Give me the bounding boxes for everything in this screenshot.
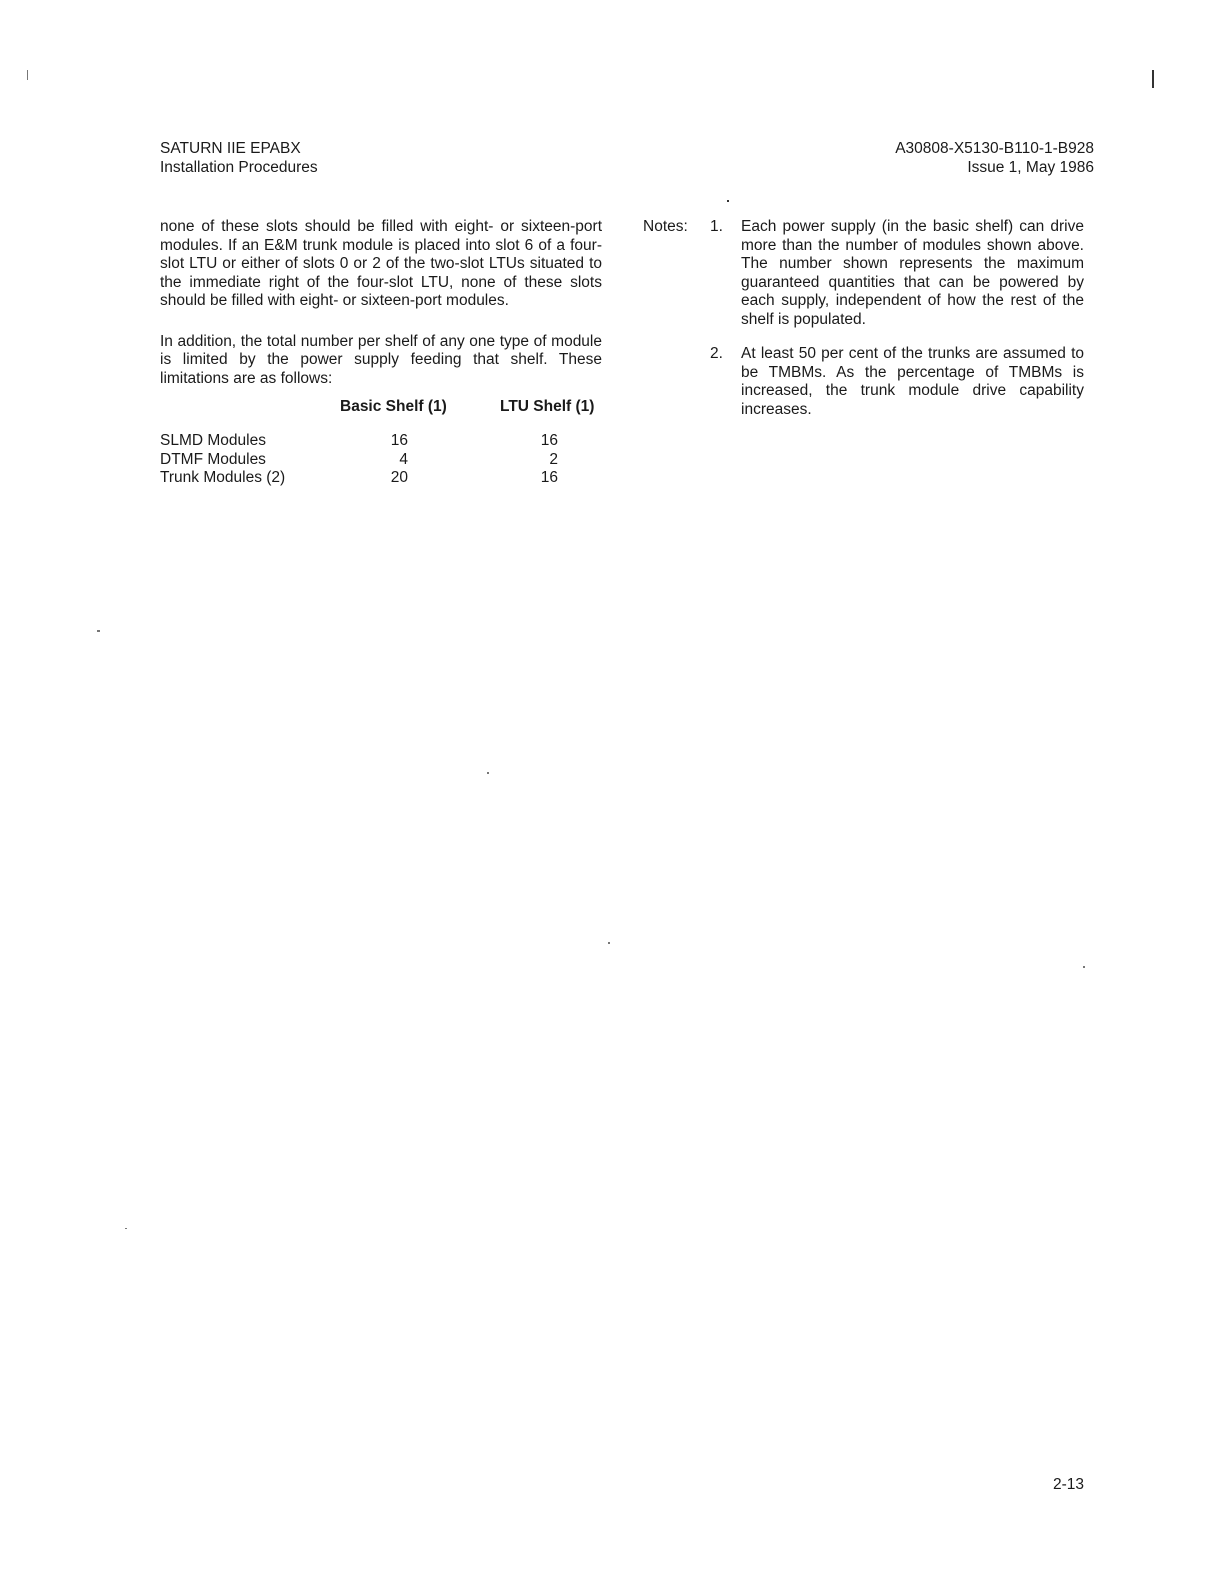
basic-shelf-value: 20: [390, 469, 408, 486]
note-number: 2.: [710, 345, 723, 362]
paragraph: none of these slots should be filled with eight- or sixteen-port modules. If an E&M trunk module is placed into slot 6 of a four-slot LTU or either of slots 0 or 2 of the two-slot LTUs situated to the immediate right of the four-slot LTU, none of these slots should be filled with eight- or sixteen-port modules.: [160, 218, 602, 309]
row-label: DTMF Modules: [160, 450, 266, 468]
basic-shelf-value: 4: [399, 450, 408, 468]
ltu-shelf-value: 16: [540, 432, 558, 449]
notes-label: Notes:: [643, 218, 688, 235]
row-label: Trunk Modules (2): [160, 469, 286, 486]
module-limits-table: [160, 398, 610, 488]
table-header-row: [160, 398, 610, 432]
ltu-shelf-value: 16: [540, 469, 558, 486]
header-left: [160, 139, 318, 177]
scan-mark: [727, 200, 729, 202]
row-label: SLMD Modules: [160, 432, 266, 449]
page-number: 2-13: [1052, 1476, 1084, 1493]
note-text: Each power supply (in the basic shelf) can drive more than the number of modules shown above. The number shown represents the maximum guaranteed quantities that can be powered by each supply, independent of how the rest of the shelf is populated.: [741, 218, 1084, 328]
ltu-shelf-value: 2: [549, 450, 558, 468]
header-right: [895, 139, 1094, 177]
table-row: [160, 469, 610, 488]
note-item: [710, 345, 1084, 419]
table-row: [160, 432, 610, 451]
basic-shelf-value: 16: [390, 432, 408, 449]
note-number: 1.: [710, 218, 723, 235]
scan-mark: [608, 942, 610, 944]
document-subtitle: Installation Procedures: [160, 159, 318, 176]
issue-date: Issue 1, May 1986: [967, 159, 1094, 176]
column-header-basic-shelf: Basic Shelf (1): [340, 398, 447, 415]
product-title: SATURN IIE EPABX: [160, 140, 301, 157]
scan-mark: [1152, 70, 1154, 88]
scan-mark: [27, 70, 28, 80]
body-text: [160, 218, 602, 410]
note-item: [710, 218, 1084, 329]
document-number: A30808-X5130-B110-1-B928: [895, 140, 1094, 157]
scan-mark: [487, 772, 489, 774]
note-text: At least 50 per cent of the trunks are assumed to be TMBMs. As the percentage of TMBMs is increased, the trunk module drive capability increases.: [741, 345, 1084, 418]
paragraph: In addition, the total number per shelf of any one type of module is limited by the power supply feeding that shelf. These limitations are as follows:: [160, 332, 602, 387]
scan-mark: [1083, 966, 1085, 968]
scan-mark: [125, 1228, 127, 1229]
column-header-ltu-shelf: LTU Shelf (1): [500, 398, 595, 415]
scan-mark: [97, 630, 100, 632]
table-row: [160, 451, 610, 470]
